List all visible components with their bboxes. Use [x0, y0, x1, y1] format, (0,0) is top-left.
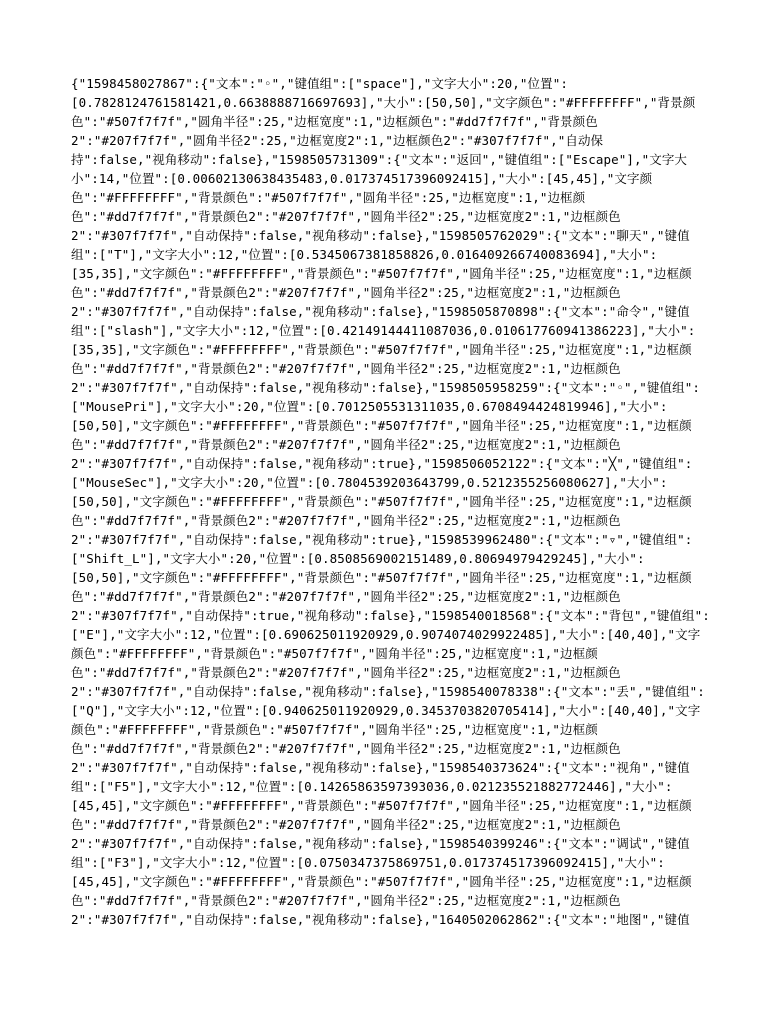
text-line: [35,35],"文字颜色":"#FFFFFFFF","背景颜色":"#507f7f7f","圆角半径":25,"边框宽度":1,"边框颜	[71, 266, 692, 281]
text-line: 色":"#dd7f7f7f","背景颜色2":"#207f7f7f","圆角半径2":25,"边框宽度2":1,"边框颜色	[71, 437, 621, 452]
text-line: [45,45],"文字颜色":"#FFFFFFFF","背景颜色":"#507f7f7f","圆角半径":25,"边框宽度":1,"边框颜	[71, 874, 692, 889]
text-line: 2":"#307f7f7f","自动保持":true,"视角移动":false},"1598540018568":{"文本":"背包","键值组":	[71, 608, 710, 623]
text-line: 2":"#307f7f7f","自动保持":false,"视角移动":false},"1598505762029":{"文本":"聊天","键值	[71, 228, 690, 243]
text-line: 小":14,"位置":[0.00602130638435483,0.017374517396092415],"大小":[45,45],"文字颜	[71, 171, 653, 186]
text-line: 2":"#307f7f7f","自动保持":false,"视角移动":false},"1598505870898":{"文本":"命令","键值	[71, 304, 690, 319]
text-line: [0.7828124761581421,0.6638888716697693],"大小":[50,50],"文字颜色":"#FFFFFFFF","背景颜	[71, 95, 696, 110]
text-line: 2":"#307f7f7f","自动保持":false,"视角移动":false},"1598540373624":{"文本":"视角","键值	[71, 760, 690, 775]
text-line: 2":"#307f7f7f","自动保持":false,"视角移动":false},"1598540399246":{"文本":"调试","键值	[71, 836, 690, 851]
text-line: 色":"#dd7f7f7f","背景颜色2":"#207f7f7f","圆角半径2":25,"边框宽度2":1,"边框颜色	[71, 589, 621, 604]
text-line: 色":"#dd7f7f7f","背景颜色2":"#207f7f7f","圆角半径2":25,"边框宽度2":1,"边框颜色	[71, 741, 621, 756]
text-line: 色":"#dd7f7f7f","背景颜色2":"#207f7f7f","圆角半径2":25,"边框宽度2":1,"边框颜色	[71, 817, 621, 832]
text-line: 2":"#307f7f7f","自动保持":false,"视角移动":true},"1598539962480":{"文本":"▿","键值组":	[71, 532, 693, 547]
text-line: 组":["F3"],"文字大小":12,"位置":[0.0750347375869751,0.017374517396092415],"大小":	[71, 855, 665, 870]
text-line: 组":["F5"],"文字大小":12,"位置":[0.14265863597393036,0.021235521882772446],"大小":	[71, 779, 673, 794]
text-line: 色":"#dd7f7f7f","背景颜色2":"#207f7f7f","圆角半径2":25,"边框宽度2":1,"边框颜色	[71, 361, 621, 376]
text-line: 2":"#307f7f7f","自动保持":false,"视角移动":false},"1640502062862":{"文本":"地图","键值	[71, 912, 690, 927]
text-line: 颜色":"#FFFFFFFF","背景颜色":"#507f7f7f","圆角半径":25,"边框宽度":1,"边框颜	[71, 646, 598, 661]
text-line: ["Shift_L"],"文字大小":20,"位置":[0.8508569002151489,0.80694979429245],"大小":	[71, 551, 645, 566]
text-line: [50,50],"文字颜色":"#FFFFFFFF","背景颜色":"#507f7f7f","圆角半径":25,"边框宽度":1,"边框颜	[71, 418, 692, 433]
text-line: 组":["T"],"文字大小":12,"位置":[0.5345067381858826,0.016409266740083694],"大小":	[71, 247, 658, 262]
text-line: {"1598458027867":{"文本":"◦","键值组":["space"],"文字大小":20,"位置":	[71, 76, 569, 91]
text-line: [50,50],"文字颜色":"#FFFFFFFF","背景颜色":"#507f7f7f","圆角半径":25,"边框宽度":1,"边框颜	[71, 570, 692, 585]
text-line: 颜色":"#FFFFFFFF","背景颜色":"#507f7f7f","圆角半径":25,"边框宽度":1,"边框颜	[71, 722, 598, 737]
text-line: ["MousePri"],"文字大小":20,"位置":[0.7012505531311035,0.6708494424819946],"大小":	[71, 399, 668, 414]
text-line: 色":"#dd7f7f7f","背景颜色2":"#207f7f7f","圆角半径2":25,"边框宽度2":1,"边框颜色	[71, 665, 621, 680]
text-line: [35,35],"文字颜色":"#FFFFFFFF","背景颜色":"#507f7f7f","圆角半径":25,"边框宽度":1,"边框颜	[71, 342, 692, 357]
text-line: 2":"#307f7f7f","自动保持":false,"视角移动":false},"1598540078338":{"文本":"丢","键值组":	[71, 684, 705, 699]
text-line: ["Q"],"文字大小":12,"位置":[0.940625011920929,0.3453703820705414],"大小":[40,40],"文字	[71, 703, 701, 718]
text-line: 2":"#207f7f7f","圆角半径2":25,"边框宽度2":1,"边框颜色2":"#307f7f7f","自动保	[71, 133, 604, 148]
text-line: [45,45],"文字颜色":"#FFFFFFFF","背景颜色":"#507f7f7f","圆角半径":25,"边框宽度":1,"边框颜	[71, 798, 692, 813]
text-line: ["MouseSec"],"文字大小":20,"位置":[0.7804539203643799,0.5212355256080627],"大小":	[71, 475, 668, 490]
text-line: 色":"#dd7f7f7f","背景颜色2":"#207f7f7f","圆角半径2":25,"边框宽度2":1,"边框颜色	[71, 513, 621, 528]
text-line: 持":false,"视角移动":false},"1598505731309":{"文本":"返回","键值组":["Escape"],"文字大	[71, 152, 688, 167]
text-line: 2":"#307f7f7f","自动保持":false,"视角移动":false},"1598505958259":{"文本":"◦","键值组":	[71, 380, 700, 395]
text-line: ["E"],"文字大小":12,"位置":[0.690625011920929,0.9074074029922485],"大小":[40,40],"文字	[71, 627, 701, 642]
text-line: 色":"#FFFFFFFF","背景颜色":"#507f7f7f","圆角半径":25,"边框宽度":1,"边框颜	[71, 190, 586, 205]
text-line: 色":"#507f7f7f","圆角半径":25,"边框宽度":1,"边框颜色":"#dd7f7f7f","背景颜色	[71, 114, 598, 129]
text-line: 组":["slash"],"文字大小":12,"位置":[0.42149144411087036,0.010617760941386223],"大小":	[71, 323, 696, 338]
text-line: 2":"#307f7f7f","自动保持":false,"视角移动":true},"1598506052122":{"文本":"╳","键值组":	[71, 456, 693, 471]
text-line: [50,50],"文字颜色":"#FFFFFFFF","背景颜色":"#507f7f7f","圆角半径":25,"边框宽度":1,"边框颜	[71, 494, 692, 509]
text-line: 色":"#dd7f7f7f","背景颜色2":"#207f7f7f","圆角半径2":25,"边框宽度2":1,"边框颜色	[71, 285, 621, 300]
text-line: 色":"#dd7f7f7f","背景颜色2":"#207f7f7f","圆角半径2":25,"边框宽度2":1,"边框颜色	[71, 893, 621, 908]
text-line: 色":"#dd7f7f7f","背景颜色2":"#207f7f7f","圆角半径2":25,"边框宽度2":1,"边框颜色	[71, 209, 621, 224]
json-text-block	[71, 74, 719, 929]
